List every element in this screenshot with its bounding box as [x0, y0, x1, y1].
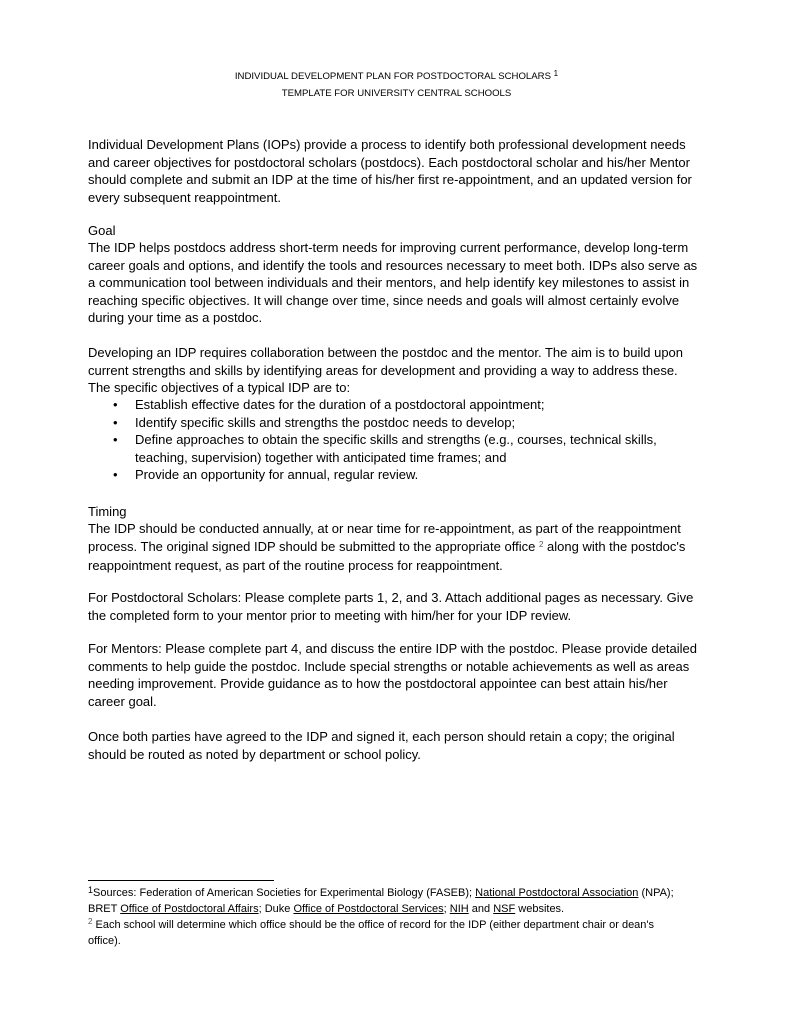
scholars-instructions: For Postdoctoral Scholars: Please complete parts 1, 2, and 3. Attach additional pages as necessary. Give the completed form to your mentor prior to meeting with him/her for your IDP review.	[88, 590, 694, 623]
header-title-text: INDIVIDUAL DEVELOPMENT PLAN FOR POSTDOCTORAL SCHOLARS	[234, 71, 551, 82]
footnote-2-text: Each school will determine which office should be the office of record for the IDP (either department chair or dean's office).	[88, 919, 655, 947]
timing-paragraph	[88, 520, 703, 575]
list-item	[111, 396, 691, 414]
footnote-1-text-b: (NPA); BRET	[88, 887, 674, 915]
bullet-icon: •	[113, 432, 118, 447]
footnote-1-text-d: ;	[443, 902, 450, 915]
footnote-marker-2: 2	[538, 539, 544, 549]
header-title	[0, 68, 793, 85]
timing-text-before: The IDP should be conducted annually, at or near time for re-appointment, as part of the reappointment process. The original signed IDP should be submitted to the appropriate office	[88, 521, 681, 554]
footnote-1-text-c: ; Duke	[258, 902, 294, 915]
footnote-1-text-a: Sources: Federation of American Societies for Experimental Biology (FASEB);	[93, 887, 476, 899]
nsf-link[interactable]: NSF	[493, 902, 516, 915]
footnote-1-text-e: and	[468, 902, 494, 915]
list-item-text: Identify specific skills and strengths the postdoc needs to develop;	[135, 414, 516, 430]
bullet-icon: •	[113, 467, 118, 482]
bret-office-link[interactable]: Office of Postdoctoral Affairs	[120, 902, 259, 915]
goal-heading: Goal	[88, 223, 116, 238]
bullet-icon: •	[113, 414, 118, 430]
footnote-1-number: 1	[88, 885, 94, 895]
mentors-instructions: For Mentors: Please complete part 4, and discuss the entire IDP with the postdoc. Please provide detailed comments to help guide the postdoc. Include special strengths or notable achievements as well as areas needing improvement. Provide guidance as to how the postdoctoral appointee can best attain his/her career goal.	[88, 641, 697, 709]
nih-link[interactable]: NIH	[449, 902, 469, 915]
header-subtitle: TEMPLATE FOR UNIVERSITY CENTRAL SCHOOLS	[281, 88, 512, 99]
duke-office-link[interactable]: Office of Postdoctoral Services	[293, 902, 444, 915]
developing-paragraph: Developing an IDP requires collaboration between the postdoc and the mentor. The aim is to build upon current strengths and skills by identifying areas for development and providing a way to address these. The specific objectives of a typical IDP are to:	[88, 345, 684, 395]
list-item	[111, 466, 691, 484]
footnote-1-text-f: websites.	[515, 902, 565, 915]
bullet-icon: •	[113, 397, 118, 412]
objectives-list	[111, 396, 691, 484]
list-item-text: Establish effective dates for the duration of a postdoctoral appointment;	[135, 397, 545, 412]
intro-paragraph: Individual Development Plans (IOPs) provide a process to identify both professional development needs and career objectives for postdoctoral scholars (postdocs). Each postdoctoral scholar and his/her Mentor should complete and submit an IDP at the time of his/her first re-appointment, and an updated version for every subsequent reappointment.	[88, 137, 692, 205]
list-item-text: Provide an opportunity for annual, regular review.	[135, 467, 419, 482]
timing-heading: Timing	[88, 504, 127, 519]
list-item	[111, 431, 691, 466]
closing-paragraph: Once both parties have agreed to the IDP and signed it, each person should retain a copy; the original should be routed as noted by department or school policy.	[88, 729, 675, 762]
timing-text-after: along with the postdoc's reappointment request, as part of the routine process for reappointment.	[88, 538, 686, 573]
list-item	[111, 414, 691, 432]
npa-link[interactable]: National Postdoctoral Association	[475, 887, 639, 899]
header-footnote-marker: 1	[553, 69, 559, 78]
footnote-2-number: 2	[88, 917, 93, 926]
goal-paragraph: The IDP helps postdocs address short-term needs for improving current performance, develop long-term career goals and options, and identify the tools and resources necessary to meet both. IDPs also serve as a communication tool between individuals and their mentors, and help identify key milestones to assist in reaching specific objectives. It will change over time, since needs and goals will almost certainly evolve during your time as a postdoc.	[88, 240, 698, 325]
footnote-1	[88, 886, 688, 917]
footnote-2	[88, 918, 688, 949]
list-item-text: Define approaches to obtain the specific skills and strengths (e.g., courses, technical skills, teaching, supervision) together with anticipated time frames; and	[135, 432, 657, 465]
document-header	[0, 68, 793, 102]
footnote-divider	[88, 880, 274, 881]
